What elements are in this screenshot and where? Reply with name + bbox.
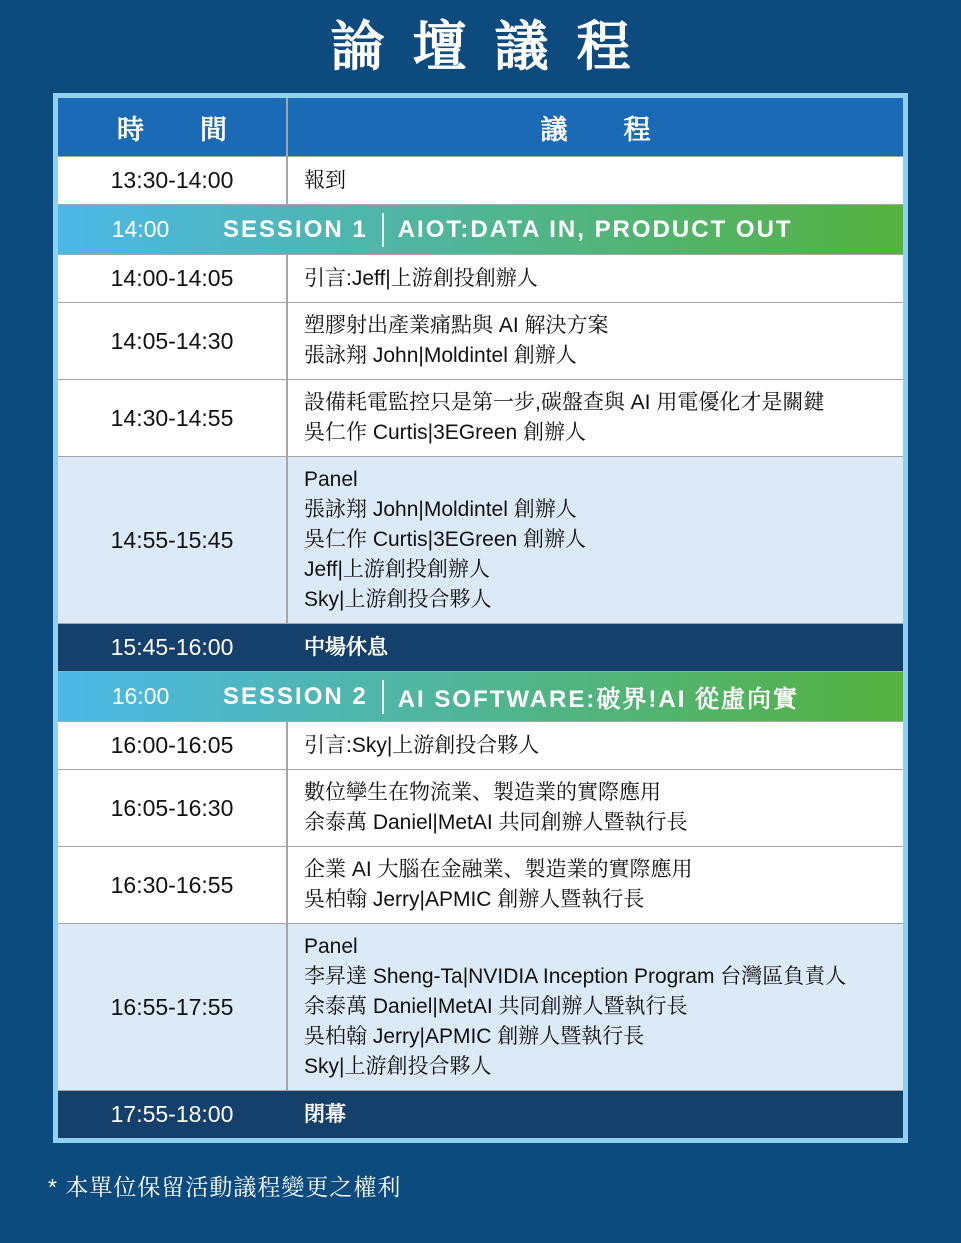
- agenda-cell: [288, 303, 903, 379]
- table-row: [58, 379, 903, 456]
- agenda-line: 設備耗電監控只是第一步,碳盤查與 AI 用電優化才是關鍵: [304, 391, 825, 414]
- agenda-table: [53, 93, 908, 1143]
- agenda-line: 報到: [304, 168, 346, 192]
- agenda-line: Jeff|上游創投創辦人: [304, 558, 490, 581]
- header-time-label: 時間: [58, 98, 288, 156]
- agenda-cell: [288, 255, 903, 302]
- time-cell: 16:55-17:55: [58, 924, 288, 1090]
- agenda-line: 吳仁作 Curtis|3EGreen 創辦人: [304, 528, 587, 551]
- session-divider-line: [382, 680, 384, 714]
- time-cell: 14:00-14:05: [58, 255, 288, 302]
- time-cell: 16:00-16:05: [58, 722, 288, 769]
- session-time: 16:00: [111, 683, 170, 709]
- agenda-line: 張詠翔 John|Moldintel 創辦人: [304, 344, 577, 367]
- header-agenda-label: 議程: [540, 114, 707, 145]
- session-title: [223, 679, 903, 714]
- table-row: [58, 456, 903, 623]
- agenda-line: Panel: [304, 935, 358, 958]
- agenda-line: 張詠翔 John|Moldintel 創辦人: [304, 498, 577, 521]
- table-row: [58, 923, 903, 1090]
- agenda-line: 數位孿生在物流業、製造業的實際應用: [304, 781, 661, 804]
- time-cell: 16:30-16:55: [58, 847, 288, 923]
- table-row: [58, 302, 903, 379]
- time-cell: 14:05-14:30: [58, 303, 288, 379]
- agenda-cell: [288, 1091, 903, 1138]
- time-cell: 16:05-16:30: [58, 770, 288, 846]
- session-label: SESSION 1: [223, 215, 368, 243]
- agenda-line: 引言:Sky|上游創投合夥人: [304, 733, 540, 757]
- agenda-line: 余泰萬 Daniel|MetAI 共同創辦人暨執行長: [304, 995, 688, 1018]
- agenda-line: Sky|上游創投合夥人: [304, 1055, 492, 1078]
- session-divider-line: [382, 213, 384, 247]
- agenda-line: 企業 AI 大腦在金融業、製造業的實際應用: [304, 858, 693, 881]
- agenda-line: Panel: [304, 468, 358, 491]
- time-cell: 15:45-16:00: [110, 634, 234, 660]
- agenda-line: 中場休息: [304, 635, 388, 659]
- table-row: [58, 156, 903, 204]
- agenda-line: 吳柏翰 Jerry|APMIC 創辦人暨執行長: [304, 888, 645, 911]
- agenda-cell: [288, 380, 903, 456]
- agenda-line: 閉幕: [304, 1102, 346, 1126]
- session-topic: AI SOFTWARE:破界!AI 從虛向實: [397, 686, 800, 713]
- table-row: [58, 721, 903, 769]
- agenda-cell: [288, 457, 903, 623]
- agenda-line: 余泰萬 Daniel|MetAI 共同創辦人暨執行長: [304, 811, 688, 834]
- agenda-cell: [288, 924, 903, 1090]
- session-banner-row: [58, 671, 903, 721]
- table-row: [58, 846, 903, 923]
- agenda-line: 吳仁作 Curtis|3EGreen 創辦人: [304, 421, 587, 444]
- table-row: [58, 769, 903, 846]
- time-cell: 14:55-15:45: [58, 457, 288, 623]
- agenda-line: 引言:Jeff|上游創投創辦人: [304, 266, 538, 290]
- time-cell: 14:30-14:55: [58, 380, 288, 456]
- table-row: [58, 1090, 903, 1138]
- session-title: [223, 213, 903, 247]
- agenda-line: Sky|上游創投合夥人: [304, 588, 492, 611]
- agenda-rows: [58, 156, 903, 1138]
- session-label: SESSION 2: [223, 682, 368, 710]
- agenda-cell: [288, 847, 903, 923]
- agenda-cell: [288, 624, 903, 671]
- agenda-line: 李昇達 Sheng-Ta|NVIDIA Inception Program 台灣區負責人: [304, 965, 847, 988]
- table-header: [58, 98, 903, 156]
- time-cell: 17:55-18:00: [110, 1101, 234, 1127]
- agenda-line: 吳柏翰 Jerry|APMIC 創辦人暨執行長: [304, 1025, 645, 1048]
- agenda-cell: [288, 770, 903, 846]
- session-time: 14:00: [111, 216, 170, 242]
- footnote: * 本單位保留活動議程變更之權利: [48, 1174, 402, 1200]
- table-row: [58, 623, 903, 671]
- page-title: 論壇議程: [330, 17, 659, 77]
- session-topic: AIOT:DATA IN, PRODUCT OUT: [397, 215, 793, 243]
- time-cell: 13:30-14:00: [58, 157, 288, 204]
- agenda-cell: [288, 157, 903, 204]
- agenda-line: 塑膠射出產業痛點與 AI 解決方案: [304, 314, 609, 337]
- agenda-cell: [288, 722, 903, 769]
- session-banner-row: [58, 204, 903, 254]
- table-row: [58, 254, 903, 302]
